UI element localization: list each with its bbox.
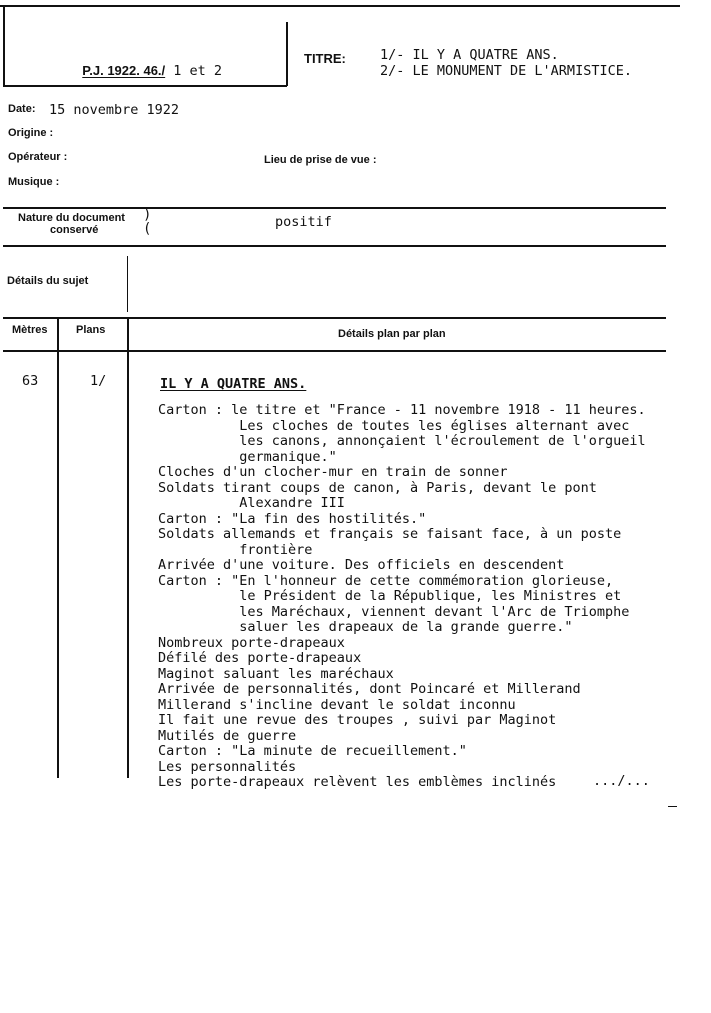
entry-line: Carton : le titre et "France - 11 novembre 1918 - 11 heures. xyxy=(158,402,646,418)
date-value: 15 novembre 1922 xyxy=(49,102,180,118)
top-border xyxy=(0,5,680,7)
header-bottom-border xyxy=(3,85,287,87)
entry-line: Mutilés de guerre xyxy=(158,727,297,744)
entry-line: le Président de la République, les Ministres et xyxy=(158,588,622,604)
entry-line: Alexandre III xyxy=(158,495,345,511)
entry-heading: IL Y A QUATRE ANS. xyxy=(160,376,307,392)
details-label: Détails du sujet xyxy=(7,275,89,287)
header-divider xyxy=(286,22,288,86)
title-line-1: 1/- IL Y A QUATRE ANS. xyxy=(380,47,559,63)
nature-bottom-line xyxy=(3,245,666,247)
column-separator-1 xyxy=(57,318,59,778)
entry-line: Les cloches de toutes les églises alternant avec xyxy=(158,417,630,434)
entry-line: Arrivée de personnalités, dont Poincaré et Millerand xyxy=(158,681,581,697)
entry-line: Il fait une revue des troupes , suivi par Maginot xyxy=(158,712,557,728)
column-separator-2 xyxy=(127,318,129,778)
title-line-2: 2/- LE MONUMENT DE L'ARMISTICE. xyxy=(380,63,632,79)
table-header-bottom-line xyxy=(3,350,666,352)
entry-line: Soldats tirant coups de canon, à Paris, devant le pont xyxy=(158,479,597,496)
origine-label: Origine : xyxy=(8,127,54,139)
column-plans: Plans xyxy=(76,324,106,336)
header-left-border xyxy=(3,5,5,85)
entry-metres: 63 xyxy=(22,373,39,389)
entry-line: Défilé des porte-drapeaux xyxy=(158,650,362,666)
entry-line: Cloches d'un clocher-mur en train de sonner xyxy=(158,464,508,480)
entry-line: germanique." xyxy=(158,448,337,465)
nature-label-line-2: conservé xyxy=(50,224,99,236)
column-details: Détails plan par plan xyxy=(338,328,446,340)
table-header-top-line xyxy=(3,317,666,319)
entry-line: Carton : "La minute de recueillement." xyxy=(158,743,467,759)
entry-line: Carton : "La fin des hostilités." xyxy=(158,510,427,527)
entry-line: Les personnalités xyxy=(158,758,297,775)
continuation-mark: .../... xyxy=(593,773,650,789)
entry-line: saluer les drapeaux de la grande guerre." xyxy=(158,619,573,635)
entry-line: Nombreux porte-drapeaux xyxy=(158,634,345,651)
entry-line: les Maréchaux, viennent devant l'Arc de Triomphe xyxy=(158,603,630,620)
nature-value: positif xyxy=(275,214,332,230)
entry-line: Millerand s'incline devant le soldat inconnu xyxy=(158,696,516,713)
date-label: Date: xyxy=(8,103,36,115)
lieu-label: Lieu de prise de vue : xyxy=(264,154,377,166)
entry-line: les canons, annonçaient l'écroulement de l'orgueil xyxy=(158,433,646,449)
reference-number xyxy=(66,47,222,79)
title-label: TITRE: xyxy=(304,51,346,66)
entry-line: Maginot saluant les maréchaux xyxy=(158,665,394,682)
entry-line: Arrivée d'une voiture. Des officiels en descendent xyxy=(158,557,565,573)
musique-label: Musique : xyxy=(8,176,60,188)
reference-prefix: P.J. 1922. 46./ xyxy=(82,63,166,78)
nature-top-line xyxy=(3,207,666,209)
nature-label-line-1: Nature du document xyxy=(18,212,125,224)
operateur-label: Opérateur : xyxy=(8,151,68,163)
column-metres: Mètres xyxy=(12,324,48,336)
details-brace xyxy=(127,256,128,312)
entry-line: Les porte-drapeaux relèvent les emblèmes inclinés xyxy=(158,774,557,790)
nature-brace: ) ( xyxy=(143,207,152,237)
entry-line: Soldats allemands et français se faisant face, à un poste xyxy=(158,526,622,542)
entry-line: frontière xyxy=(158,541,313,558)
reference-suffix: 1 et 2 xyxy=(165,63,223,79)
page-mark xyxy=(668,806,677,807)
entry-line: Carton : "En l'honneur de cette commémoration glorieuse, xyxy=(158,572,614,589)
entry-plan: 1/ xyxy=(90,373,107,389)
entry-body xyxy=(158,403,646,791)
